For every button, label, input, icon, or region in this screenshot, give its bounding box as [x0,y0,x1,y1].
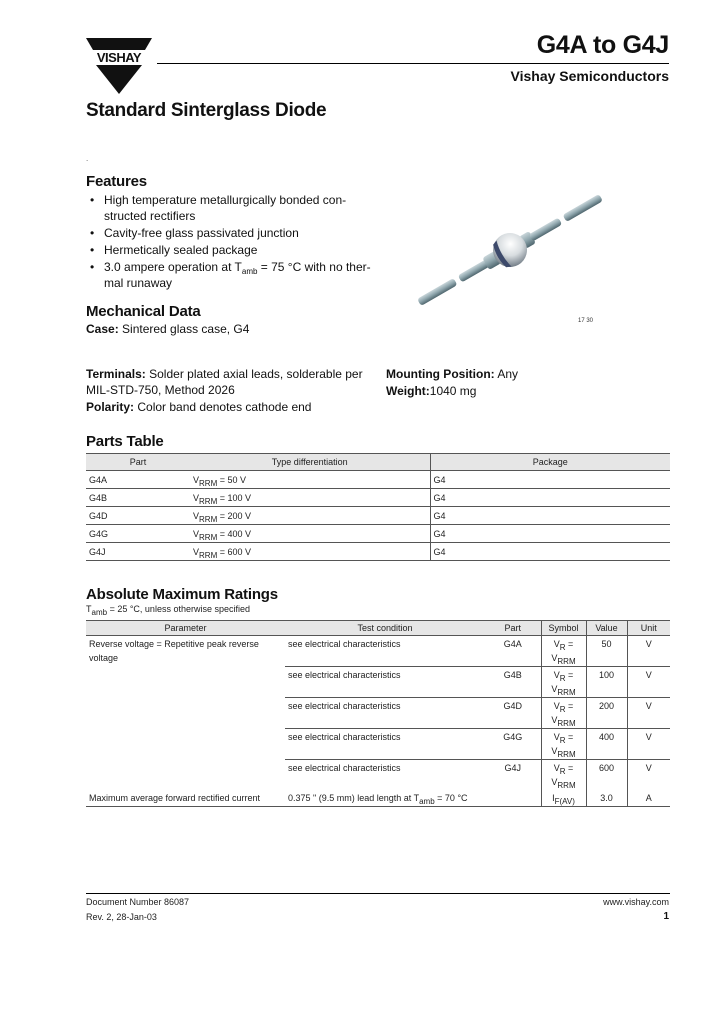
feature-item: • Cavity-free glass passivated junction [88,225,388,241]
terminals-polarity-info [86,366,386,415]
col-header-condition: Test condition [285,621,485,636]
ratings-heading: Absolute Maximum Ratings [86,586,278,603]
product-range-title: G4A to G4J [536,31,669,59]
header-rule [157,63,669,64]
table-row: G4G $V_{RRM} = 400$ V G4 [86,525,670,543]
mounting-position-info: Mounting Position: Any [386,367,518,381]
revision-date: Rev. 2, 28-Jan-03 [86,912,157,922]
col-header-parameter: Parameter [86,621,285,636]
document-title: Standard Sinterglass Diode [86,100,327,121]
case-info: Case: Sintered glass case, G4 [86,322,250,336]
feature-item: • Hermetically sealed package [88,242,388,258]
company-name: Vishay Semiconductors [510,68,669,84]
col-header-part: Part [485,621,541,636]
ratings-note: $T_{amb} = 25$ °C, unless otherwise specified [86,604,250,617]
col-header-package: Package [430,454,670,471]
terminals-info: Terminals: Solder plated axial leads, solderable per MIL-STD-750, Method 2026 [86,367,363,397]
col-header-symbol: Symbol [541,621,586,636]
website-link[interactable]: www.vishay.com [603,897,669,907]
table-row: see electrical characteristics G4D $V_R$ = $V_{RRM}$ 200 V [86,698,670,729]
col-header-value: Value [586,621,627,636]
parts-table [86,453,670,561]
feature-item: • 3.0 ampere operation at $T_{amb} = 75$ °C with no ther-mal runaway [88,259,388,291]
features-heading: Features [86,173,147,190]
parts-table-heading: Parts Table [86,433,164,450]
table-row: see electrical characteristics G4B $V_R$ = $V_{RRM}$ 100 V [86,667,670,698]
parameter-cell: Reverse voltage = Repetitive peak reverse voltage [89,639,259,663]
footer-rule [86,893,670,894]
page-number: 1 [663,911,669,922]
table-row: see electrical characteristics G4J $V_R$ = $V_{RRM}$ 600 V [86,760,670,791]
svg-text:VISHAY: VISHAY [96,50,142,65]
features-list [88,192,388,292]
table-row: Maximum average forward rectified current 0.375 " (9.5 mm) lead length at $T_{amb} = 70$ °C $I_{F(AV)}$ 3.0 A [86,790,670,807]
vishay-logo [86,38,152,94]
table-row: see electrical characteristics G4G $V_R$ = $V_{RRM}$ 400 V [86,729,670,760]
mechanical-data-heading: Mechanical Data [86,303,201,320]
col-header-type: Type differentiation [190,454,430,471]
diode-illustration [410,185,610,315]
table-row: G4A $V_{RRM} = 50$ V G4 [86,471,670,489]
col-header-unit: Unit [627,621,670,636]
table-row: G4B $V_{RRM} = 100$ V G4 [86,489,670,507]
weight-info: Weight:1040 mg [386,383,477,398]
table-row: Reverse voltage = Repetitive peak reverse voltage see electrical characteristics G4A $V_R$ = $V_{RRM}$ 50 V [86,636,670,667]
feature-item: • High temperature metallurgically bonded con-structed rectifiers [88,192,388,224]
polarity-info: Polarity: Color band denotes cathode end [86,400,312,414]
document-number: Document Number 86087 [86,897,190,907]
ratings-table [86,620,670,807]
mounting-weight-info [386,366,518,399]
figure-label: 17 30 [578,318,594,324]
col-header-part: Part [86,454,190,471]
table-row: G4D $V_{RRM} = 200$ V G4 [86,507,670,525]
table-row: G4J $V_{RRM} = 600$ V G4 [86,543,670,561]
stray-dot: . [86,154,89,163]
